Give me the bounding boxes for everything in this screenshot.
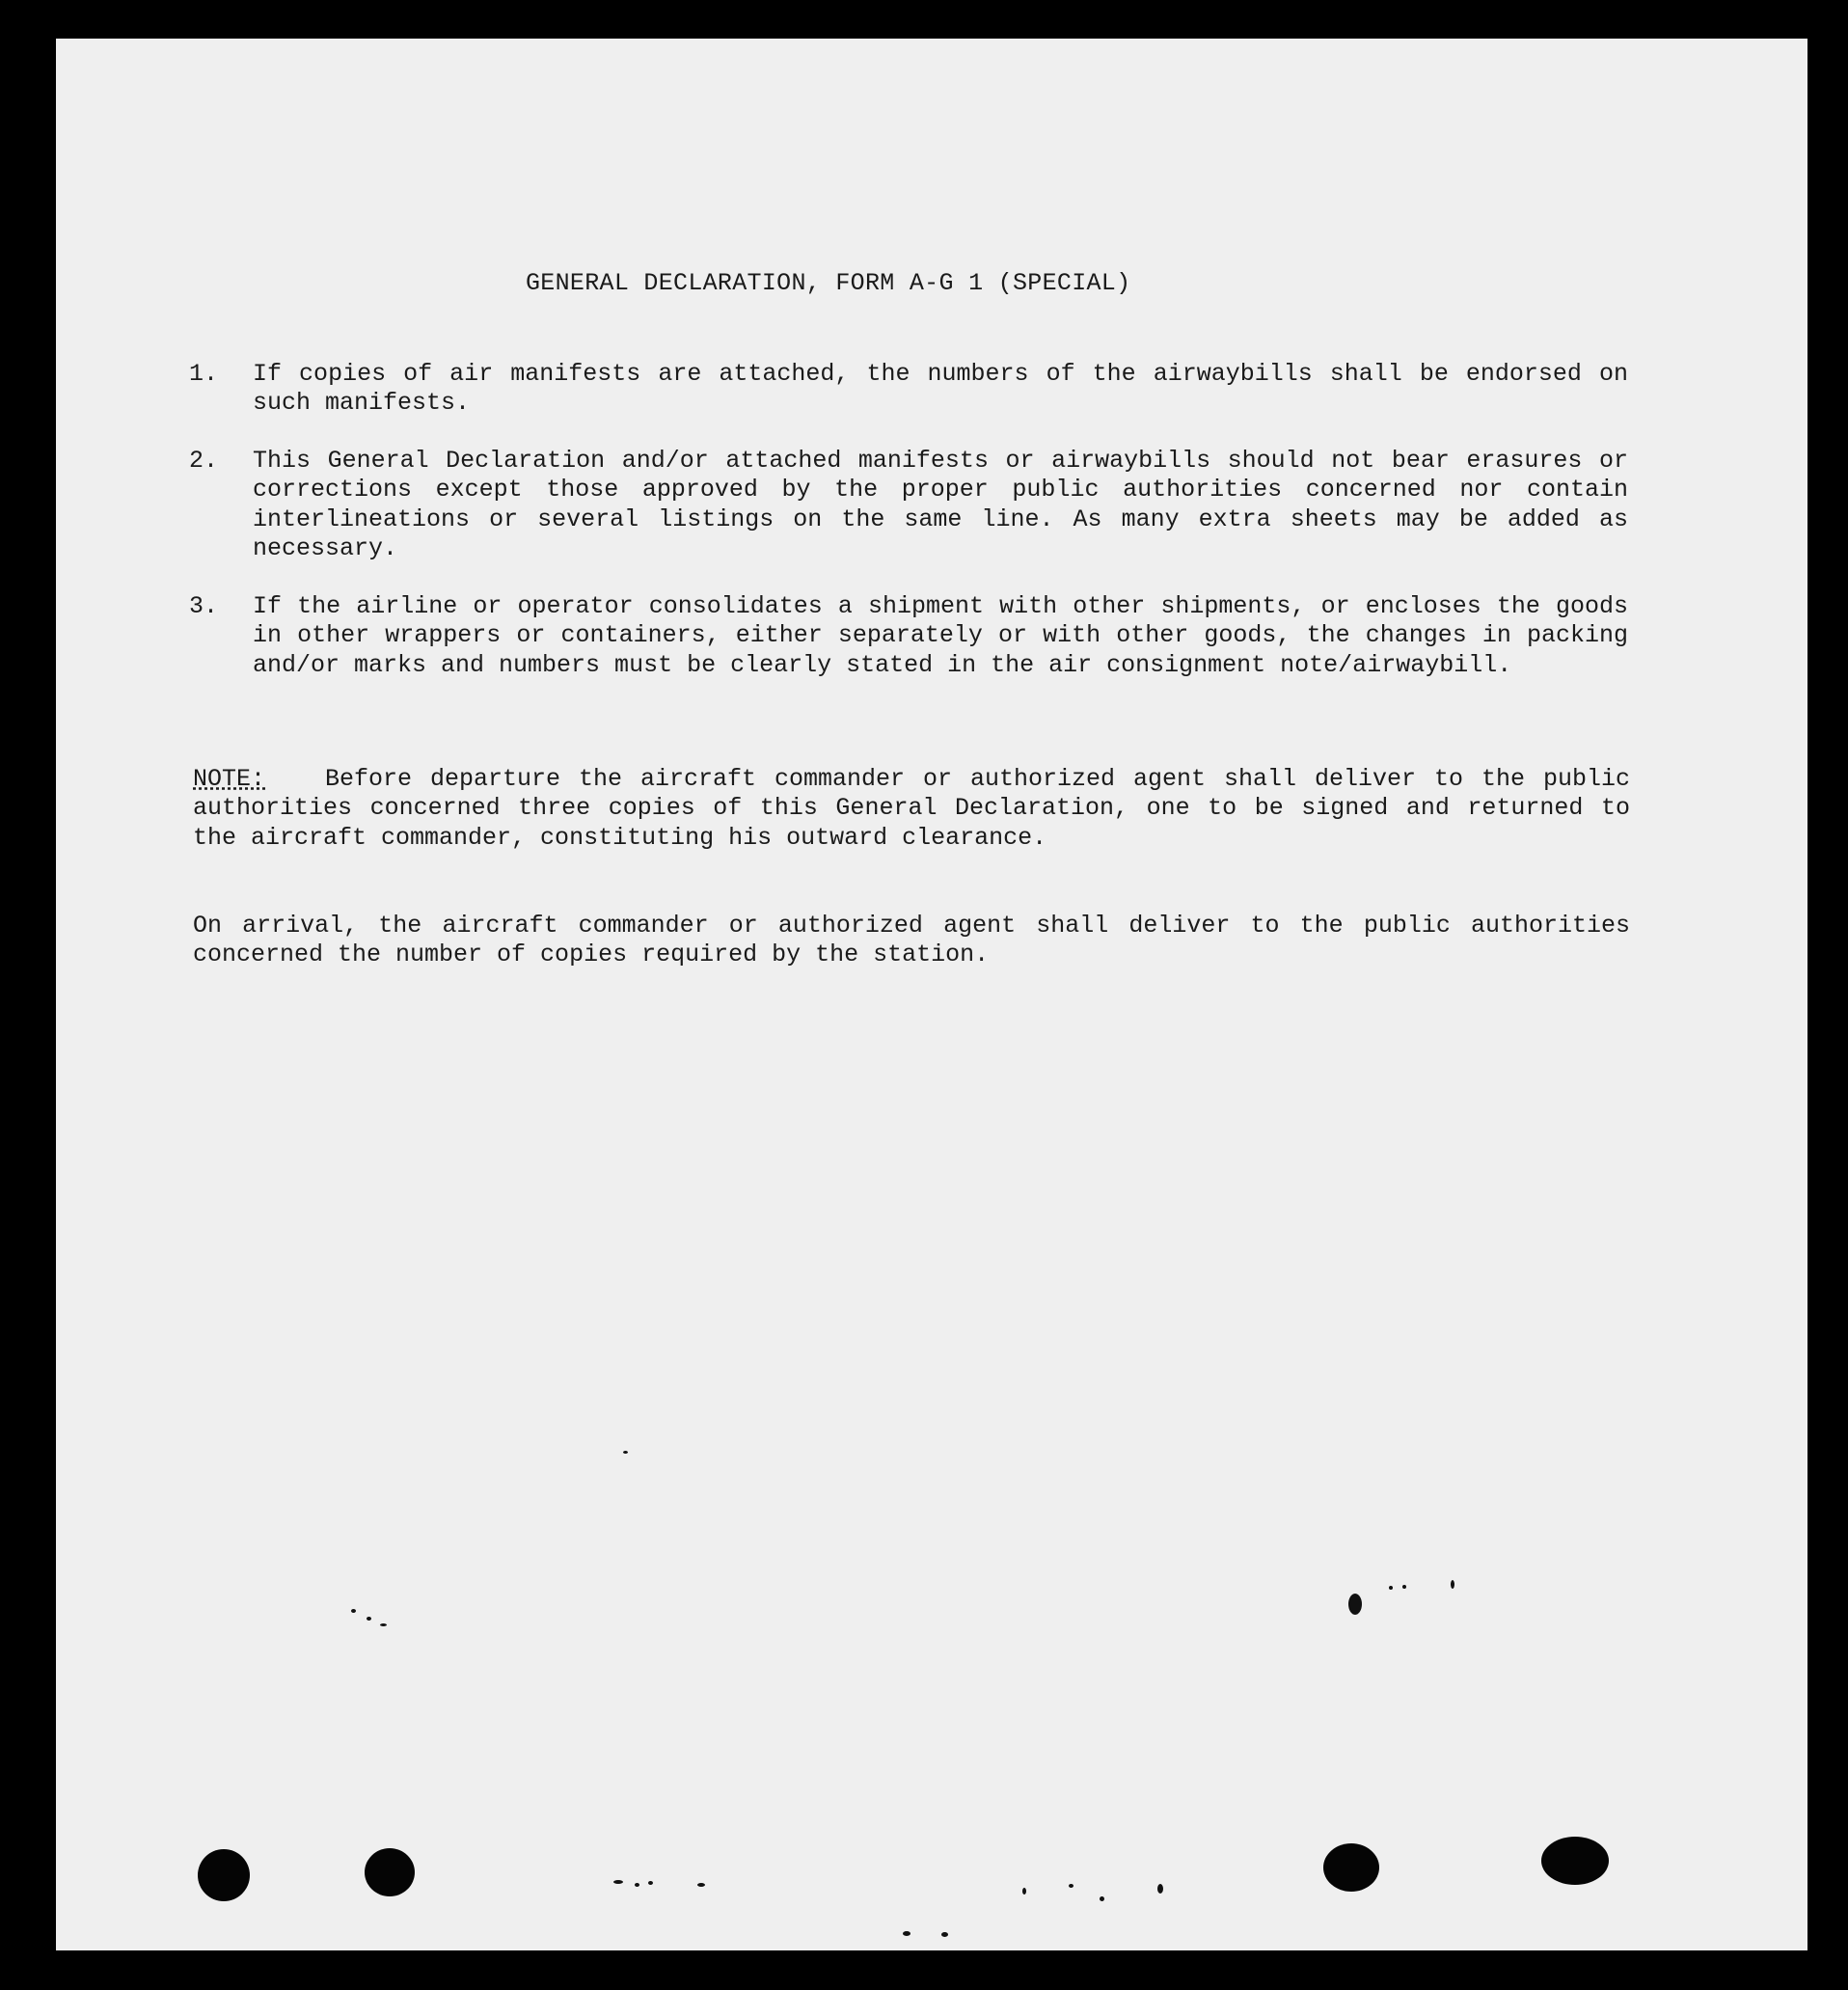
scan-speck (1348, 1594, 1362, 1615)
scan-speck (380, 1623, 387, 1626)
item-text: If copies of air manifests are attached, the numbers of the airwaybills shall be endorsed on such manifests. (253, 360, 1628, 418)
document-page (56, 39, 1807, 1950)
item-number: 3. (189, 592, 219, 620)
scan-speck (623, 1451, 628, 1454)
punch-hole (365, 1848, 415, 1896)
item-number: 1. (189, 360, 219, 388)
scan-speck (1402, 1585, 1406, 1589)
arrival-paragraph: On arrival, the aircraft commander or authorized agent shall deliver to the public authorities concerned the number of copies required by the station. (193, 912, 1630, 969)
scan-speck (1022, 1888, 1026, 1895)
note-paragraph (193, 765, 1630, 853)
scan-speck (1451, 1580, 1454, 1589)
scan-speck (635, 1883, 639, 1887)
item-text: If the airline or operator consolidates a shipment with other shipments, or encloses the goods in other wrappers or containers, either separately or with other goods, the changes in packing and/or marks and numbers must be clearly stated in the air consignment note/airwaybill. (253, 592, 1628, 679)
item-text: This General Declaration and/or attached manifests or airwaybills should not bear erasures or corrections except those approved by the proper public authorities concerned nor contain interlineations or several listings on the same line. As many extra sheets may be added as necessary. (253, 447, 1628, 562)
scan-speck (941, 1932, 948, 1937)
scan-speck (1069, 1884, 1073, 1888)
scan-speck (367, 1617, 371, 1621)
scan-speck (1100, 1896, 1104, 1901)
instruction-item-1 (189, 360, 1636, 419)
item-number: 2. (189, 447, 219, 475)
punch-hole (1323, 1843, 1379, 1892)
scan-speck (697, 1883, 705, 1887)
scan-speck (351, 1609, 356, 1613)
scan-speck (613, 1880, 623, 1884)
scan-speck (903, 1931, 910, 1936)
document-title: GENERAL DECLARATION, FORM A-G 1 (SPECIAL) (526, 269, 1131, 297)
instruction-item-3 (189, 592, 1636, 680)
punch-hole (198, 1849, 250, 1901)
instruction-item-2 (189, 447, 1636, 563)
scan-speck (1389, 1586, 1393, 1590)
punch-hole (1541, 1837, 1609, 1885)
scan-speck (648, 1881, 653, 1885)
note-label: NOTE: (193, 765, 266, 793)
note-text: Before departure the aircraft commander or authorized agent shall deliver to the public authorities concerned three copies of this General Declaration, one to be signed and returned to the aircraft commander, constituting his outward clearance. (193, 765, 1630, 852)
scan-speck (1157, 1884, 1163, 1894)
